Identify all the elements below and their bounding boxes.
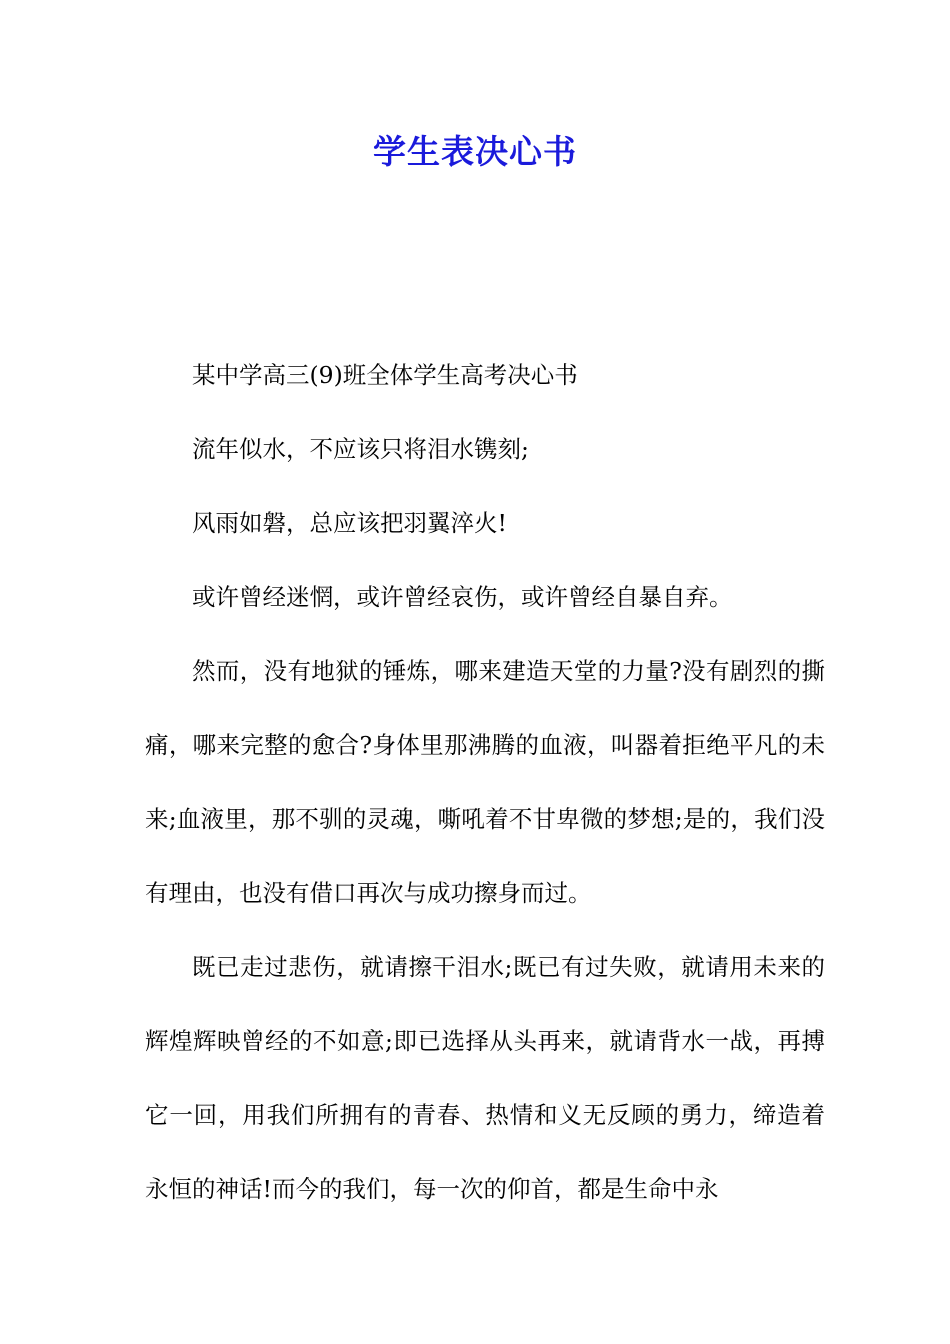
paragraph-line-2: 风雨如磐，总应该把羽翼淬火! — [192, 509, 507, 537]
paragraph-body-1: 然而，没有地狱的锤炼，哪来建造天堂的力量?没有剧烈的撕痛，哪来完整的愈合?身体里那沸腾的血液，叫器着拒绝平凡的未来;血液里，那不驯的灵魂，嘶吼着不甘卑微的梦想;是的，我们没有理由，也没有借口再次与成功擦身而过。 — [145, 657, 825, 907]
paragraph-line-1: 流年似水，不应该只将泪水镌刻; — [192, 435, 529, 463]
paragraph-body-2: 既已走过悲伤，就请擦干泪水;既已有过失败，就请用未来的辉煌辉映曾经的不如意;即已选择从头再来，就请背水一战，再搏它一回，用我们所拥有的青春、热情和义无反顾的勇力，缔造着永恒的神话!而今的我们，每一次的仰首，都是生命中永 — [145, 953, 825, 1203]
document-title: 学生表决心书 — [373, 132, 577, 171]
document-body — [145, 338, 825, 1226]
paragraph-line-3: 或许曾经迷惘，或许曾经哀伤，或许曾经自暴自弃。 — [192, 583, 733, 611]
paragraph-heading: 某中学高三(9)班全体学生高考决心书 — [192, 361, 578, 389]
